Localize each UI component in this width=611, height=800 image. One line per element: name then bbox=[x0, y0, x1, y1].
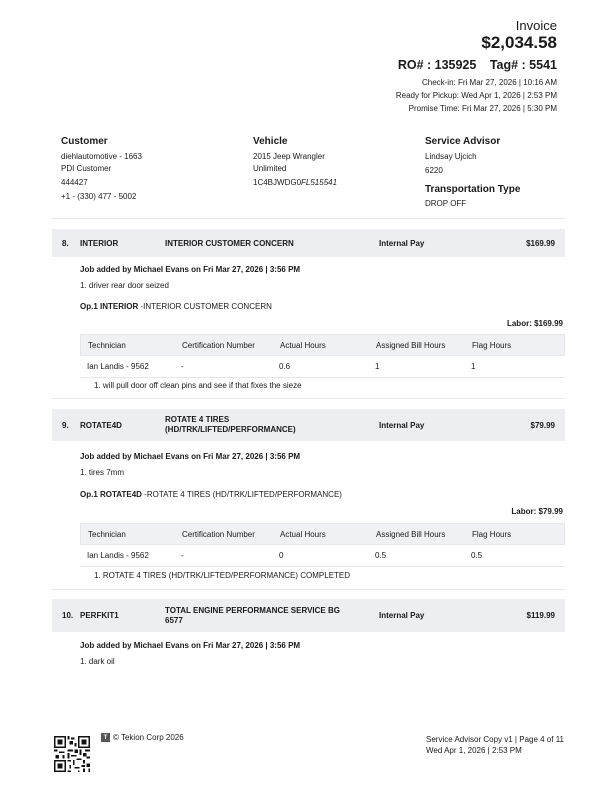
vin-suffix: FL515541 bbox=[301, 178, 338, 187]
column-header: Assigned Bill Hours bbox=[376, 340, 446, 350]
table-header bbox=[80, 523, 565, 545]
job-title-line: (HD/TRK/LIFTED/PERFORMANCE) bbox=[165, 425, 296, 434]
technician-table bbox=[80, 523, 565, 567]
job-number: 10. bbox=[62, 611, 74, 620]
customer-name: diehlautomotive - 1663 bbox=[61, 152, 142, 161]
job-amount: $169.99 bbox=[526, 238, 555, 248]
job-code: ROTATE4D bbox=[80, 420, 122, 430]
vehicle-vin bbox=[253, 177, 337, 189]
job-title-line: ROTATE 4 TIRES bbox=[165, 415, 230, 424]
column-header: Assigned Bill Hours bbox=[376, 529, 446, 539]
ro-number: RO# : 135925 bbox=[397, 58, 477, 72]
op-line bbox=[80, 490, 342, 499]
technician-note: 1. will pull door off clean pins and see if that fixes the sieze bbox=[94, 381, 302, 390]
ready-for-pickup-time: Ready for Pickup: Wed Apr 1, 2026 | 2:53 PM bbox=[395, 91, 557, 100]
table-row bbox=[80, 356, 565, 378]
check-in-time: Check-in: Fri Mar 27, 2026 | 10:16 AM bbox=[421, 78, 557, 87]
vehicle-trim: Unlimited bbox=[253, 164, 287, 173]
job-added-by: Job added by Michael Evans on Fri Mar 27, 2026 | 3:56 PM bbox=[80, 641, 301, 650]
job-number: 8. bbox=[62, 238, 69, 248]
op-description: -INTERIOR CUSTOMER CONCERN bbox=[138, 302, 272, 311]
table-header bbox=[80, 334, 565, 356]
service-advisor-heading: Service Advisor bbox=[425, 136, 501, 147]
job-pay-type: Internal Pay bbox=[379, 611, 425, 620]
tag-number: Tag# : 5541 bbox=[489, 58, 557, 72]
column-header: Certification Number bbox=[182, 340, 255, 350]
customer-heading: Customer bbox=[61, 136, 108, 147]
table-cell: 0 bbox=[279, 551, 284, 560]
job-amount: $79.99 bbox=[530, 420, 555, 430]
column-header: Flag Hours bbox=[472, 529, 512, 539]
job-title bbox=[165, 599, 340, 632]
job-header-8 bbox=[52, 229, 565, 257]
table-cell: Ian Landis - 9562 bbox=[87, 362, 149, 371]
promise-time: Promise Time: Fri Mar 27, 2026 | 5:30 PM bbox=[408, 104, 557, 113]
op-description: -ROTATE 4 TIRES (HD/TRK/LIFTED/PERFORMANCE) bbox=[141, 490, 342, 499]
customer-id: 444427 bbox=[61, 178, 88, 187]
vehicle-block bbox=[253, 151, 337, 189]
job-header-9 bbox=[52, 409, 565, 441]
job-title bbox=[165, 409, 296, 441]
transportation-type: DROP OFF bbox=[425, 199, 467, 208]
section-divider bbox=[52, 218, 565, 219]
job-title-line: TOTAL ENGINE PERFORMANCE SERVICE BG bbox=[165, 605, 340, 615]
invoice-label: Invoice bbox=[515, 18, 557, 33]
table-cell: - bbox=[181, 362, 184, 371]
section-divider bbox=[52, 398, 565, 399]
job-concern: 1. dark oil bbox=[80, 657, 115, 666]
vehicle-heading: Vehicle bbox=[253, 136, 288, 147]
job-title: INTERIOR CUSTOMER CONCERN bbox=[165, 238, 294, 248]
column-header: Flag Hours bbox=[472, 340, 512, 350]
printed-date: Wed Apr 1, 2026 | 2:53 PM bbox=[426, 746, 522, 755]
customer-phone: +1 - (330) 477 - 5002 bbox=[61, 192, 137, 201]
tekion-logo-icon: T bbox=[101, 733, 110, 742]
section-divider bbox=[52, 589, 565, 590]
column-header: Technician bbox=[88, 529, 126, 539]
job-title-line: 6577 bbox=[165, 615, 183, 625]
copy-info: Service Advisor Copy v1 | Page 4 of 11 bbox=[426, 735, 565, 744]
op-line bbox=[80, 302, 272, 311]
table-cell: - bbox=[181, 551, 184, 560]
job-number: 9. bbox=[62, 420, 69, 430]
invoice-total: $2,034.58 bbox=[481, 33, 557, 52]
transportation-heading: Transportation Type bbox=[425, 184, 521, 195]
labor-amount: Labor: $79.99 bbox=[511, 507, 563, 516]
vehicle-model: 2015 Jeep Wrangler bbox=[253, 152, 325, 161]
table-cell: Ian Landis - 9562 bbox=[87, 551, 149, 560]
customer-type: PDI Customer bbox=[61, 164, 112, 173]
job-pay-type: Internal Pay bbox=[379, 420, 425, 430]
job-added-by: Job added by Michael Evans on Fri Mar 27, 2026 | 3:56 PM bbox=[80, 265, 301, 274]
qr-code bbox=[54, 736, 90, 772]
table-cell: 1 bbox=[375, 362, 380, 371]
service-advisor-block bbox=[425, 151, 477, 177]
table-cell: 1 bbox=[471, 362, 476, 371]
table-cell: 0.5 bbox=[375, 551, 387, 560]
job-concern: 1. driver rear door seized bbox=[80, 281, 169, 290]
job-added-by: Job added by Michael Evans on Fri Mar 27, 2026 | 3:56 PM bbox=[80, 452, 301, 461]
footer-copyright bbox=[101, 733, 184, 742]
job-amount: $119.99 bbox=[526, 611, 555, 620]
vin-prefix: 1C4BJWDG0 bbox=[253, 178, 302, 187]
op-code: Op.1 INTERIOR bbox=[80, 302, 139, 311]
copyright-text: © Tekion Corp 2026 bbox=[113, 733, 184, 742]
op-code: Op.1 ROTATE4D bbox=[80, 490, 142, 499]
advisor-name: Lindsay Ujcich bbox=[425, 152, 477, 161]
technician-note: 1. ROTATE 4 TIRES (HD/TRK/LIFTED/PERFORMANCE) COMPLETED bbox=[94, 571, 351, 580]
job-pay-type: Internal Pay bbox=[379, 238, 425, 248]
column-header: Certification Number bbox=[182, 529, 255, 539]
table-cell: 0.6 bbox=[279, 362, 291, 371]
advisor-number: 6220 bbox=[425, 166, 443, 175]
column-header: Actual Hours bbox=[280, 340, 326, 350]
job-concern: 1. tires 7mm bbox=[80, 468, 125, 477]
ro-tag-line bbox=[394, 58, 557, 72]
column-header: Technician bbox=[88, 340, 126, 350]
technician-table bbox=[80, 334, 565, 378]
labor-amount: Labor: $169.99 bbox=[506, 319, 563, 328]
customer-block bbox=[61, 151, 142, 203]
table-cell: 0.5 bbox=[471, 551, 483, 560]
footer-page-info bbox=[426, 734, 564, 756]
job-code: PERFKIT1 bbox=[80, 611, 119, 620]
table-row bbox=[80, 545, 565, 567]
column-header: Actual Hours bbox=[280, 529, 326, 539]
job-header-10 bbox=[52, 599, 565, 632]
job-code: INTERIOR bbox=[80, 238, 119, 248]
